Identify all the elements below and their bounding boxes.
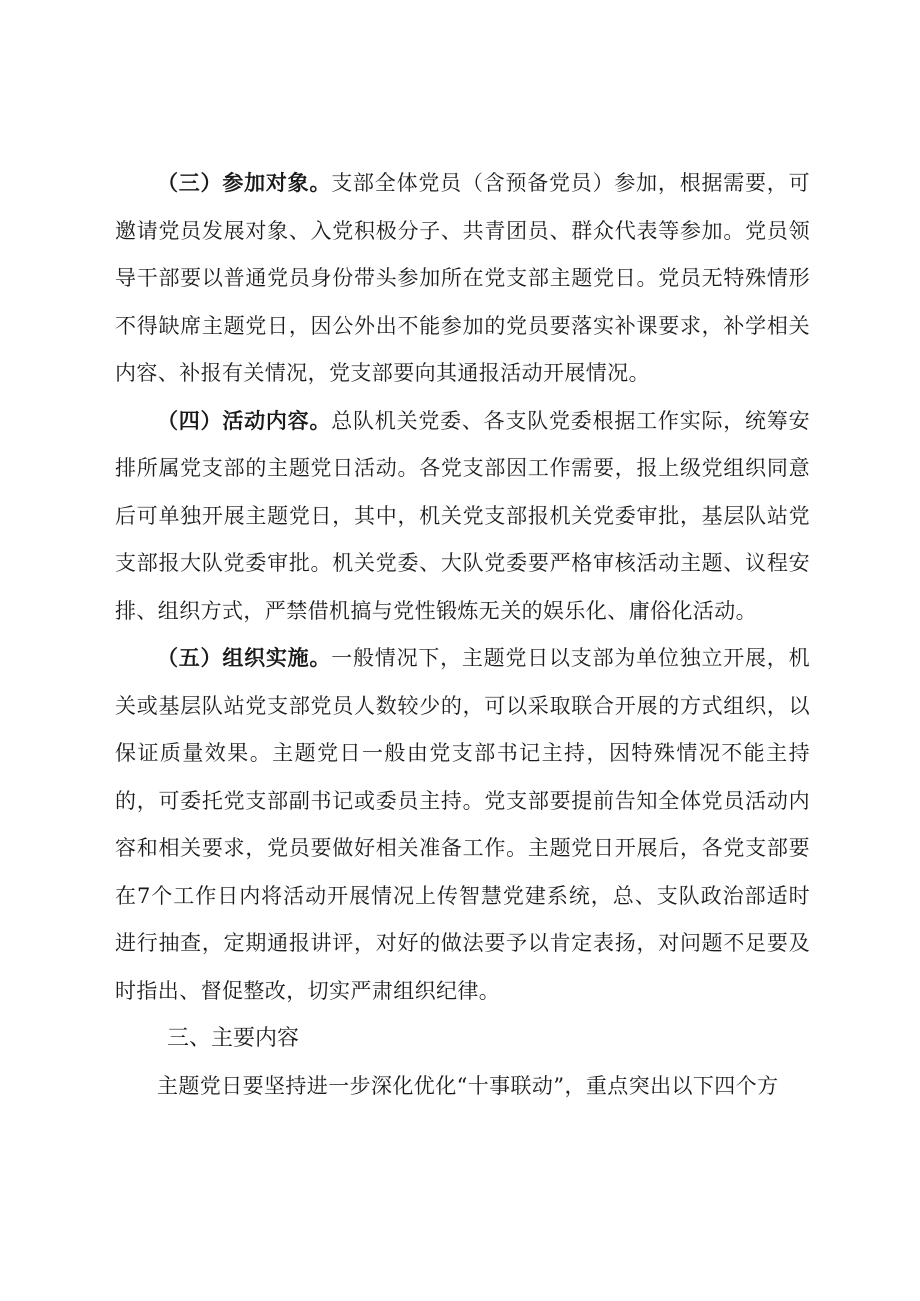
paragraph-lead: （四）活动内容。 [157, 408, 332, 433]
paragraph-organization [115, 635, 810, 1015]
paragraph-body: 总队机关党委、各支队党委根据工作实际，统筹安排所属党支部的主题党日活动。各党支部因工作需要，报上级党组织同意后可单独开展主题党日，其中，机关党支部报机关党委审批，基层队站党支部报大队党委审批。机关党委、大队党委要严格审核活动主题、议程安排、组织方式，严禁借机搞与党性锻炼无关的娱乐化、庸俗化活动。 [115, 408, 810, 623]
paragraph-lead: （三）参加对象。 [157, 171, 332, 195]
paragraph-body: 一般情况下，主题党日以支部为单位独立开展，机关或基层队站党支部党员人数较少的，可以采取联合开展的方式组织，以保证质量效果。主题党日一般由党支部书记主持，因特殊情况不能主持的，可委托党支部副书记或委员主持。党支部要提前告知全体党员活动内容和相关要求，党员要做好相关准备工作。主题党日开展后，各党支部要在7个工作日内将活动开展情况上传智慧党建系统，总、支队政治部适时进行抽查，定期通报讲评，对好的做法要予以肯定表扬，对问题不足要及时指出、督促整改，切实严肃组织纪律。 [115, 646, 810, 1003]
paragraph-body: 支部全体党员（含预备党员）参加，根据需要，可邀请党员发展对象、入党积极分子、共青团员、群众代表等参加。党员领导干部要以普通党员身份带头参加所在党支部主题党日。党员无特殊情形不得缺席主题党日，因公外出不能参加的党员要落实补课要求，补学相关内容、补报有关情况，党支部要向其通报活动开展情况。 [115, 171, 810, 385]
section-heading: 三、主要内容 [167, 1026, 300, 1051]
paragraph-main-content: 主题党日要坚持进一步深化优化“十事联动”，重点突出以下四个方 [157, 1073, 779, 1098]
paragraph-lead: （五）组织实施。 [157, 646, 332, 670]
document-page [115, 160, 810, 1110]
paragraph-participants [115, 160, 810, 398]
paragraph-activity-content [115, 398, 810, 636]
